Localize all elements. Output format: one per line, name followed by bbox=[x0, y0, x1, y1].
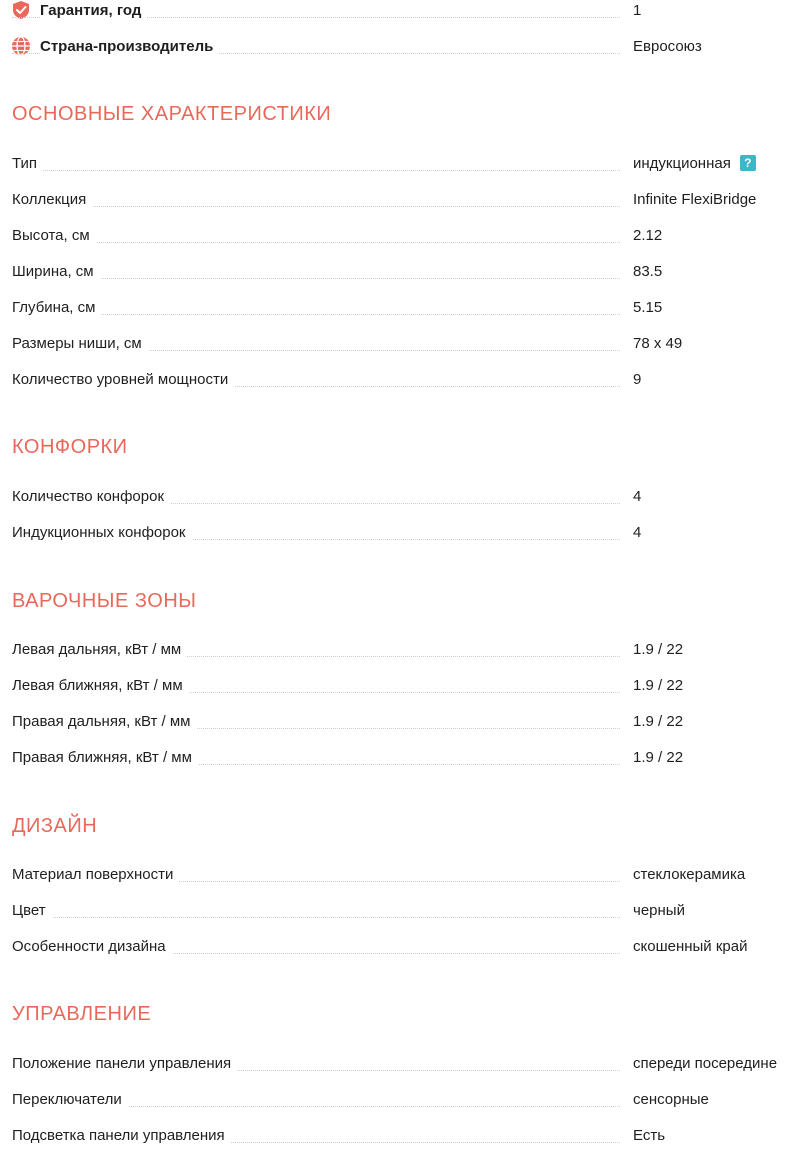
spec-label: Правая ближняя, кВт / мм bbox=[12, 745, 198, 771]
spec-row-width bbox=[0, 259, 802, 285]
spec-value: спереди посередине bbox=[633, 1051, 777, 1077]
row-leader-dots bbox=[12, 242, 620, 243]
country-label: Страна-производитель bbox=[40, 34, 219, 60]
section-title-burners: КОНФОРКИ bbox=[12, 436, 128, 458]
spec-value: индукционная bbox=[633, 155, 731, 172]
spec-label: Цвет bbox=[12, 898, 52, 924]
spec-row-type bbox=[0, 151, 802, 177]
spec-row-zone-left-near bbox=[0, 673, 802, 699]
spec-label: Размеры ниши, см bbox=[12, 331, 148, 357]
spec-label: Коллекция bbox=[12, 187, 92, 213]
spec-label: Левая дальняя, кВт / мм bbox=[12, 637, 187, 663]
spec-value: 1.9 / 22 bbox=[633, 637, 683, 663]
spec-value: скошенный край bbox=[633, 934, 747, 960]
spec-label: Особенности дизайна bbox=[12, 934, 172, 960]
spec-label: Тип bbox=[12, 151, 43, 177]
section-title-design: ДИЗАЙН bbox=[12, 815, 98, 837]
spec-label: Индукционных конфорок bbox=[12, 520, 192, 546]
spec-value: 4 bbox=[633, 484, 641, 510]
spec-value: стеклокерамика bbox=[633, 862, 745, 888]
spec-row-zone-right-far bbox=[0, 709, 802, 735]
spec-row-surface-material bbox=[0, 862, 802, 888]
section-title-main: ОСНОВНЫЕ ХАРАКТЕРИСТИКИ bbox=[12, 103, 332, 125]
spec-value: 1.9 / 22 bbox=[633, 745, 683, 771]
spec-value: 9 bbox=[633, 367, 641, 393]
warranty-label: Гарантия, год bbox=[40, 0, 147, 24]
spec-label: Высота, см bbox=[12, 223, 96, 249]
spec-row-power-levels bbox=[0, 367, 802, 393]
warranty-row bbox=[0, 0, 802, 24]
row-leader-dots bbox=[12, 278, 620, 279]
row-leader-dots bbox=[12, 917, 620, 918]
spec-label: Правая дальняя, кВт / мм bbox=[12, 709, 197, 735]
spec-label: Переключатели bbox=[12, 1087, 128, 1113]
spec-label: Подсветка панели управления bbox=[12, 1123, 231, 1149]
spec-row-zone-left-far bbox=[0, 637, 802, 663]
spec-label: Материал поверхности bbox=[12, 862, 179, 888]
country-value: Евросоюз bbox=[633, 34, 702, 60]
spec-label: Глубина, см bbox=[12, 295, 101, 321]
spec-row-height bbox=[0, 223, 802, 249]
row-leader-dots bbox=[12, 314, 620, 315]
spec-value: 2.12 bbox=[633, 223, 662, 249]
spec-value: 1.9 / 22 bbox=[633, 673, 683, 699]
spec-row-panel-position bbox=[0, 1051, 802, 1077]
spec-value: Есть bbox=[633, 1123, 665, 1149]
warranty-value: 1 bbox=[633, 0, 641, 24]
spec-value: 1.9 / 22 bbox=[633, 709, 683, 735]
spec-row-design-features bbox=[0, 934, 802, 960]
spec-row-collection bbox=[0, 187, 802, 213]
spec-value: Infinite FlexiBridge bbox=[633, 187, 756, 213]
spec-value: сенсорные bbox=[633, 1087, 709, 1113]
spec-row-induction-burners bbox=[0, 520, 802, 546]
spec-row-depth bbox=[0, 295, 802, 321]
spec-label: Количество конфорок bbox=[12, 484, 170, 510]
spec-row-switches bbox=[0, 1087, 802, 1113]
section-title-control: УПРАВЛЕНИЕ bbox=[12, 1003, 152, 1025]
row-leader-dots bbox=[12, 206, 620, 207]
spec-label: Левая ближняя, кВт / мм bbox=[12, 673, 189, 699]
spec-value-with-help bbox=[633, 151, 756, 177]
spec-row-burners-count bbox=[0, 484, 802, 510]
spec-label: Положение панели управления bbox=[12, 1051, 237, 1077]
spec-row-zone-right-near bbox=[0, 745, 802, 771]
spec-row-color bbox=[0, 898, 802, 924]
country-row bbox=[0, 34, 802, 60]
section-title-zones: ВАРОЧНЫЕ ЗОНЫ bbox=[12, 590, 197, 612]
spec-value: 5.15 bbox=[633, 295, 662, 321]
spec-value: 83.5 bbox=[633, 259, 662, 285]
spec-label: Количество уровней мощности bbox=[12, 367, 234, 393]
spec-label: Ширина, см bbox=[12, 259, 100, 285]
help-icon[interactable]: ? bbox=[740, 155, 756, 171]
spec-value: 4 bbox=[633, 520, 641, 546]
spec-value: черный bbox=[633, 898, 685, 924]
row-leader-dots bbox=[12, 170, 620, 171]
spec-row-niche bbox=[0, 331, 802, 357]
spec-value: 78 x 49 bbox=[633, 331, 682, 357]
spec-row-panel-backlight bbox=[0, 1123, 802, 1149]
